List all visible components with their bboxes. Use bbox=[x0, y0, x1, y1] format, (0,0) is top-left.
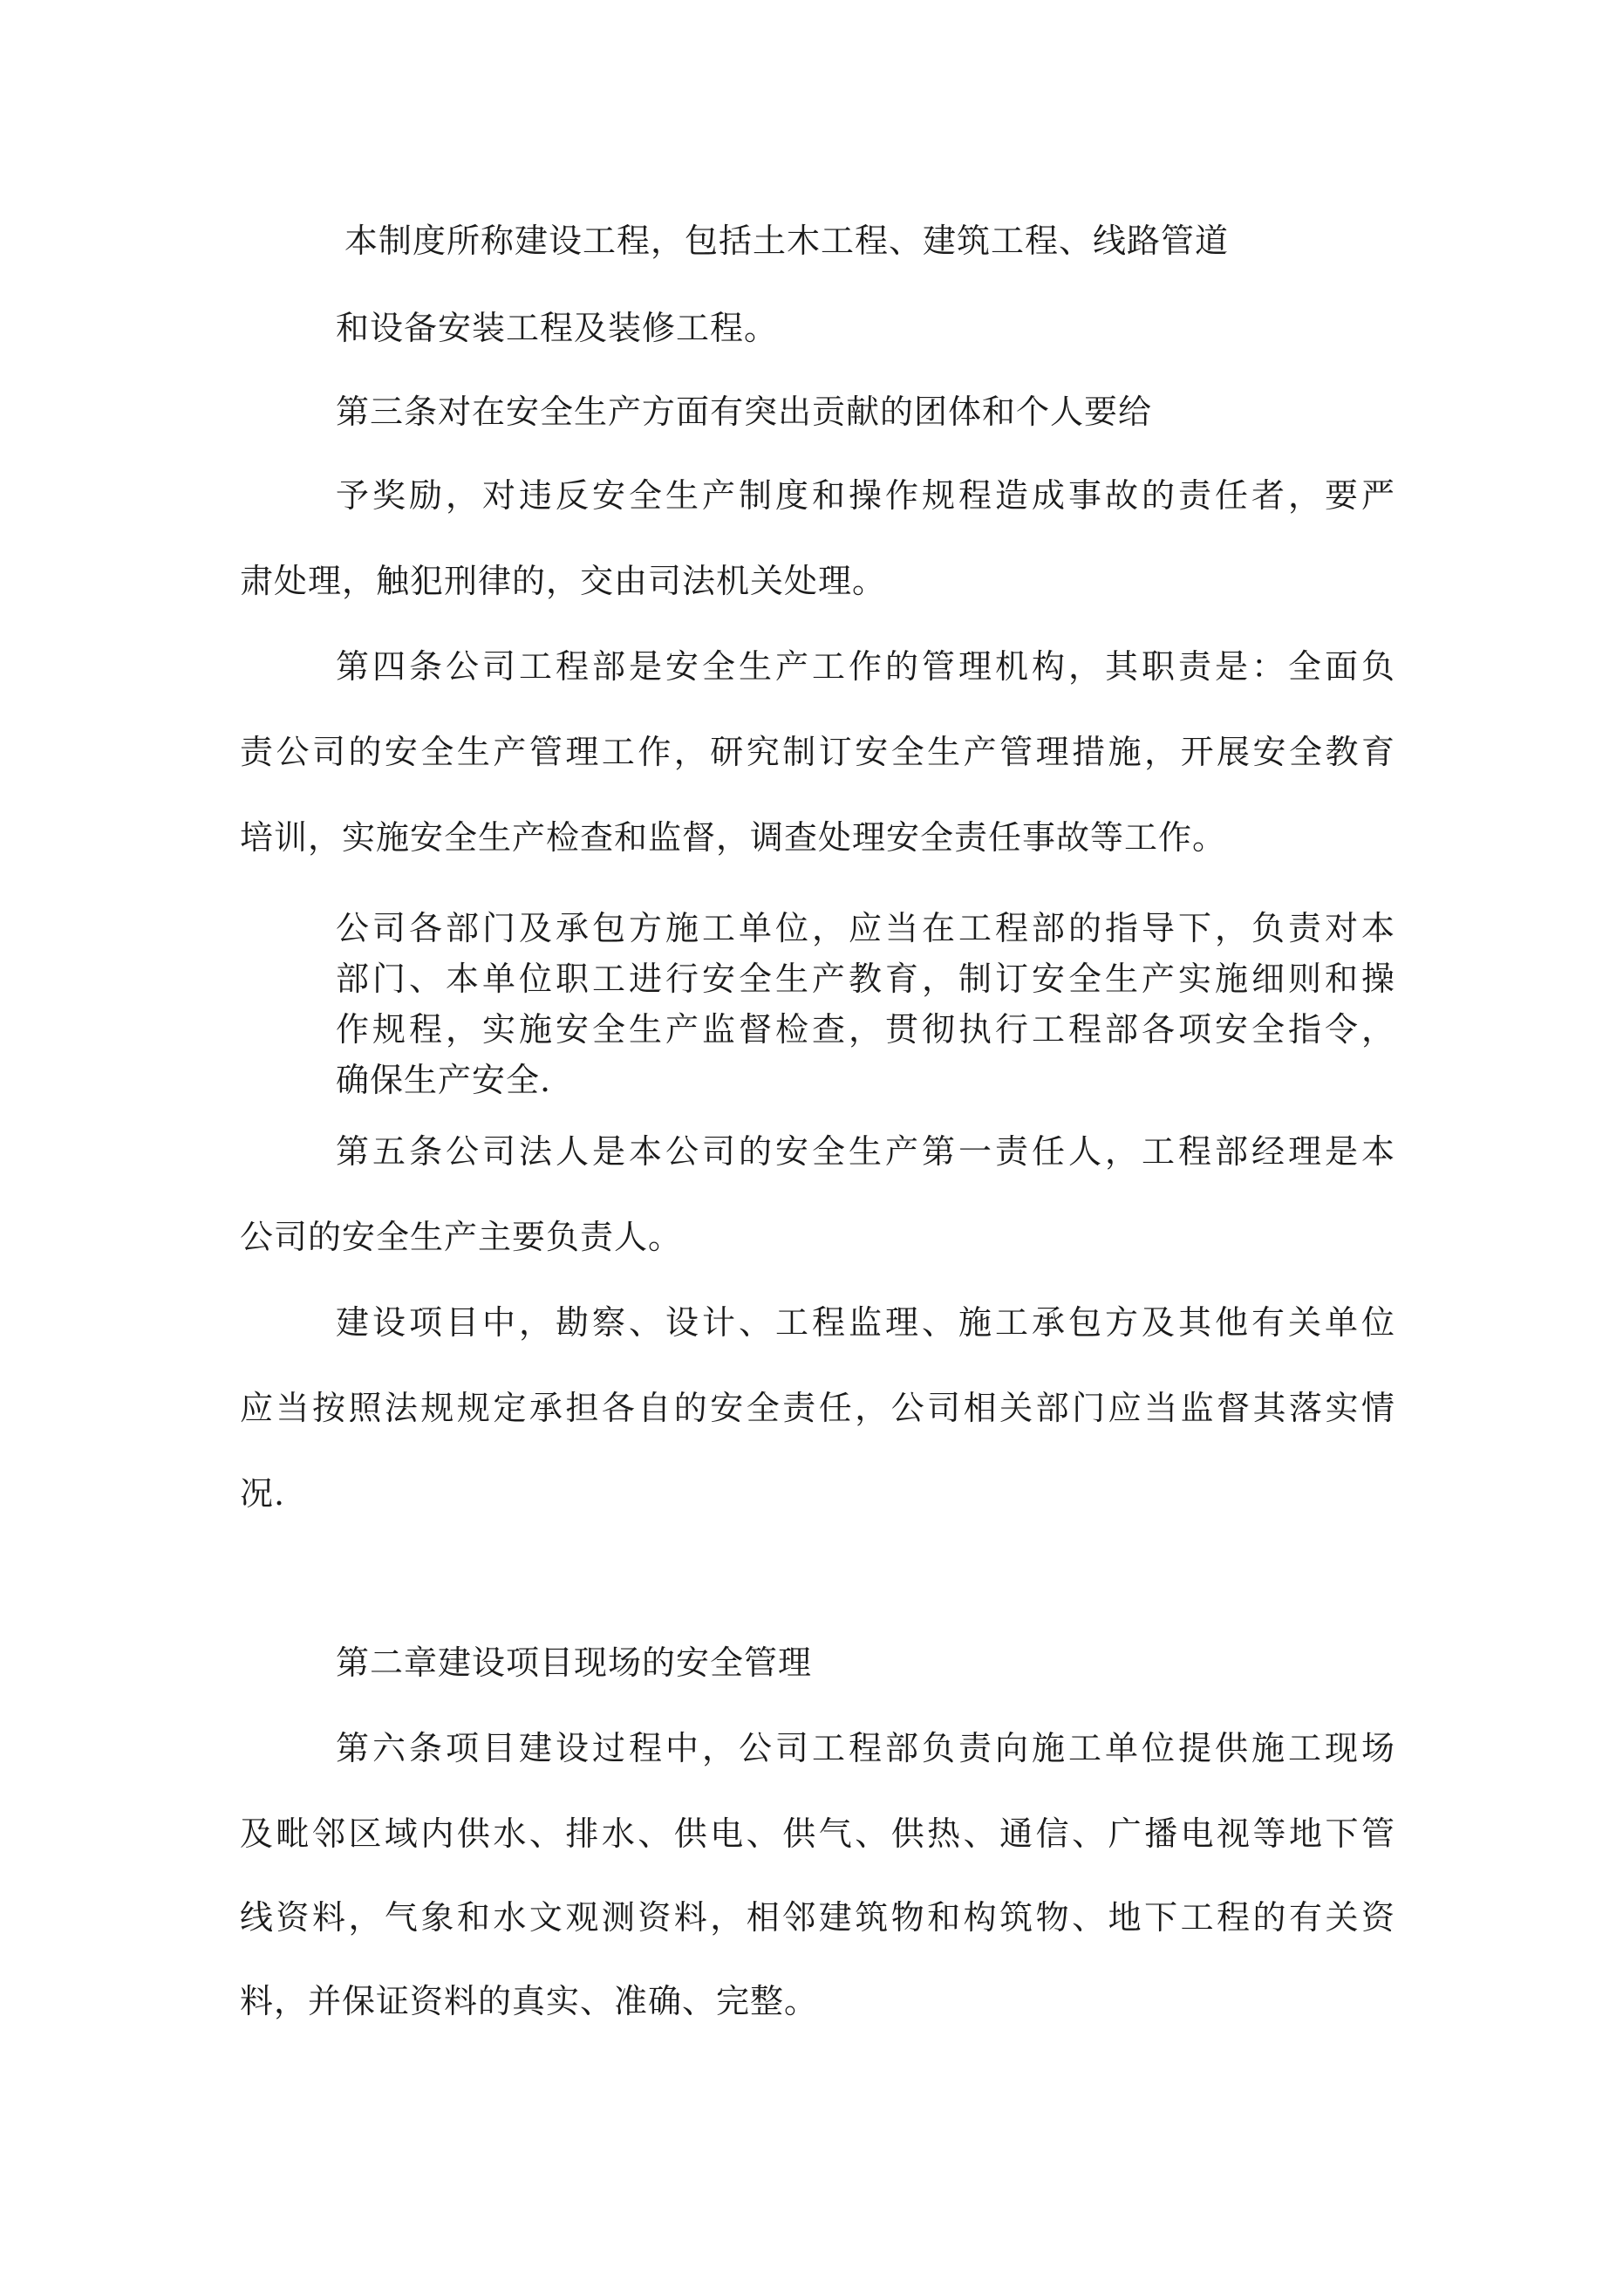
paragraph-line: 料，并保证资料的真实、准确、完整。 bbox=[240, 1982, 819, 2020]
paragraph-line: 本制度所称建设工程，包括土木工程、建筑工程、线路管道 bbox=[344, 222, 1230, 260]
chapter-2-heading: 第二章建设项目现场的安全管理 bbox=[336, 1643, 813, 1682]
article-3-heading-line: 第三条对在安全生产方面有突出贡献的团体和个人要给 bbox=[336, 393, 1153, 431]
paragraph-line: 线资料，气象和水文观测资料，相邻建筑物和构筑物、地下工程的有关资 bbox=[240, 1898, 1395, 1937]
paragraph-line: 应当按照法规规定承担各自的安全责任，公司相关部门应当监督其落实情 bbox=[240, 1389, 1395, 1427]
paragraph-line: 况. bbox=[240, 1474, 286, 1513]
paragraph-line: 部门、本单位职工进行安全生产教育，制订安全生产实施细则和操 bbox=[336, 960, 1395, 998]
paragraph-line: 公司各部门及承包方施工单位，应当在工程部的指导下，负责对本 bbox=[336, 909, 1395, 947]
article-6-heading-line: 第六条项目建设过程中，公司工程部负责向施工单位提供施工现场 bbox=[336, 1729, 1395, 1767]
paragraph-line: 建设项目中，勘察、设计、工程监理、施工承包方及其他有关单位 bbox=[336, 1303, 1395, 1342]
paragraph-line: 肃处理，触犯刑律的，交由司法机关处理。 bbox=[240, 562, 887, 600]
paragraph-line: 确保生产安全. bbox=[336, 1061, 552, 1099]
paragraph-line: 予奖励，对违反安全生产制度和操作规程造成事故的责任者，要严 bbox=[336, 476, 1395, 515]
paragraph-line: 作规程，实施安全生产监督检查，贯彻执行工程部各项安全指令， bbox=[336, 1010, 1395, 1049]
paragraph-line: 及毗邻区域内供水、排水、供电、供气、供热、通信、广播电视等地下管 bbox=[240, 1814, 1395, 1853]
article-5-heading-line: 第五条公司法人是本公司的安全生产第一责任人，工程部经理是本 bbox=[336, 1132, 1395, 1171]
article-4-heading-line: 第四条公司工程部是安全生产工作的管理机构，其职责是：全面负 bbox=[336, 647, 1395, 686]
paragraph-line: 培训，实施安全生产检查和监督，调查处理安全责任事故等工作。 bbox=[240, 818, 1227, 857]
paragraph-line: 公司的安全生产主要负责人。 bbox=[240, 1218, 683, 1256]
paragraph-line: 责公司的安全生产管理工作，研究制订安全生产管理措施，开展安全教育 bbox=[240, 733, 1395, 771]
paragraph-line: 和设备安装工程及装修工程。 bbox=[336, 309, 779, 347]
